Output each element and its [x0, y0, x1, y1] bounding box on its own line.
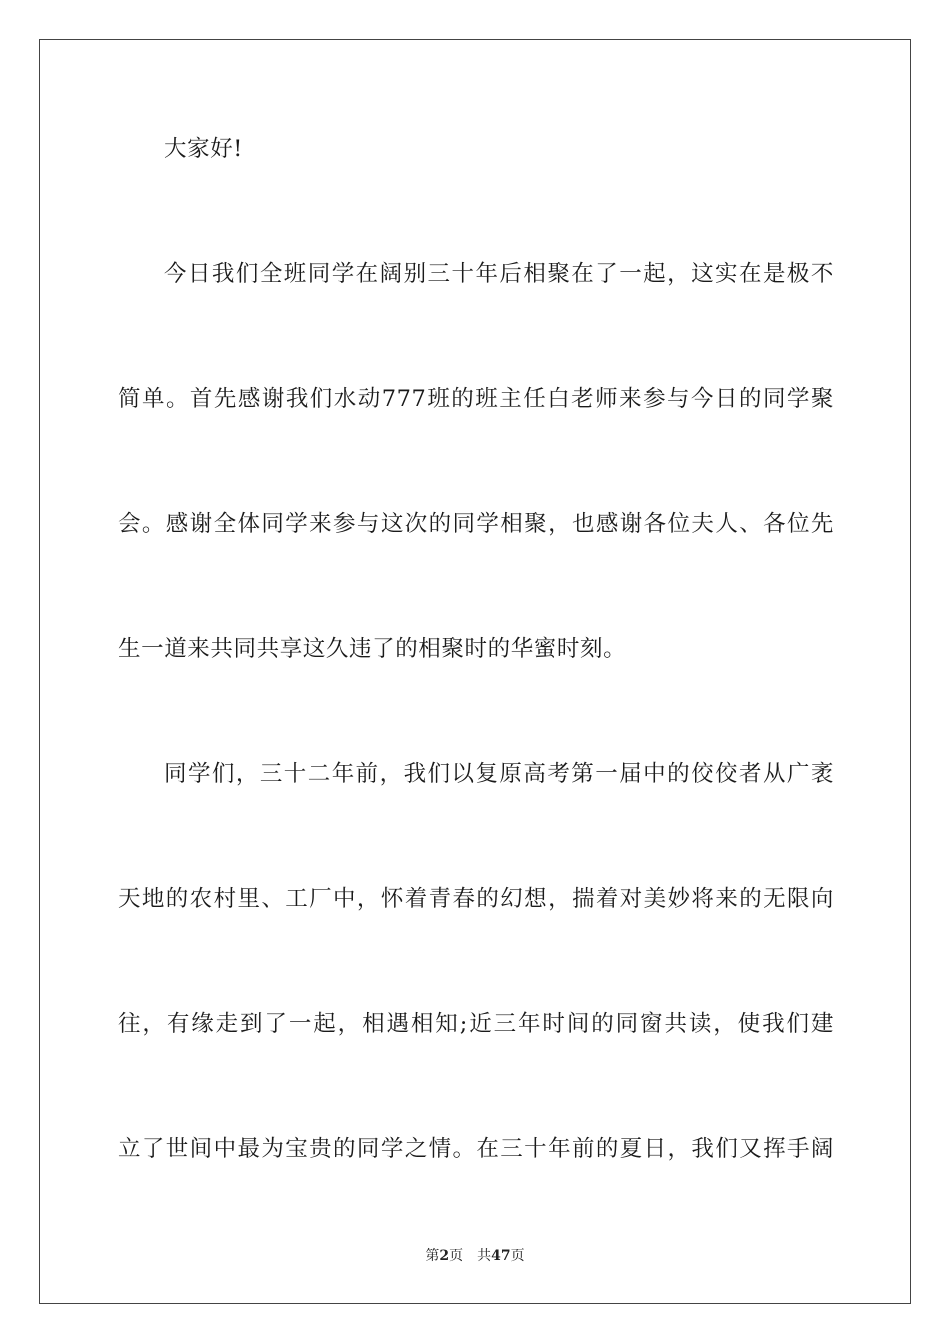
footer-page-total: 47	[491, 1248, 511, 1264]
page-border	[39, 39, 911, 1304]
text-line-paragraph-2-line-2: 天地的农村里、工厂中，怀着青春的幻想，揣着对美妙将来的无限向	[118, 886, 834, 912]
footer-page-current: 2	[439, 1248, 450, 1264]
page-footer	[0, 1247, 950, 1265]
footer-total-prefix: 共	[477, 1248, 492, 1264]
text-line-paragraph-2-line-3: 往，有缘走到了一起，相遇相知;近三年时间的同窗共读，使我们建	[118, 1011, 834, 1037]
footer-page-suffix: 页	[449, 1248, 464, 1264]
footer-total-suffix: 页	[510, 1248, 525, 1264]
text-line-paragraph-1-line-1: 今日我们全班同学在阔别三十年后相聚在了一起，这实在是极不	[164, 261, 834, 287]
text-line-paragraph-2-line-1: 同学们，三十二年前，我们以复原高考第一届中的佼佼者从广袤	[164, 761, 834, 787]
footer-page-prefix: 第	[425, 1248, 440, 1264]
text-line-paragraph-2-line-4: 立了世间中最为宝贵的同学之情。在三十年前的夏日，我们又挥手阔	[118, 1136, 834, 1162]
text-line-paragraph-1-line-3: 会。感谢全体同学来参与这次的同学相聚，也感谢各位夫人、各位先	[118, 511, 834, 537]
text-line-paragraph-1-line-4: 生一道来共同共享这久违了的相聚时的华蜜时刻。	[118, 636, 627, 662]
text-line-greeting: 大家好!	[164, 136, 243, 162]
text-line-paragraph-1-line-2: 简单。首先感谢我们水动777班的班主任白老师来参与今日的同学聚	[118, 386, 834, 412]
